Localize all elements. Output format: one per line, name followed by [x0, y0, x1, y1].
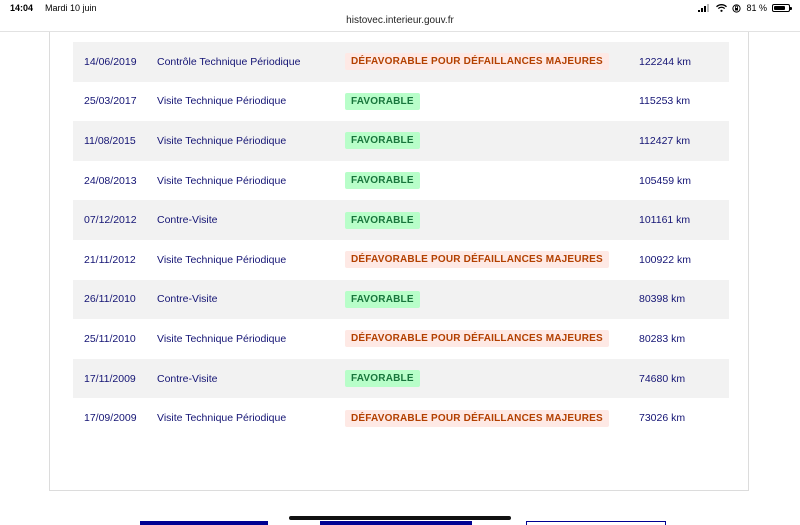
orientation-lock-icon: [732, 4, 741, 13]
result-badge: DÉFAVORABLE POUR DÉFAILLANCES MAJEURES: [345, 330, 609, 347]
inspection-table: [73, 42, 729, 438]
inspection-type: Contre-Visite: [157, 293, 218, 306]
inspection-date: 17/11/2009: [84, 372, 136, 385]
inspection-result-cell: [345, 291, 639, 308]
home-indicator[interactable]: [289, 516, 511, 520]
inspection-type: Visite Technique Périodique: [157, 412, 287, 425]
result-badge: FAVORABLE: [345, 291, 420, 308]
inspection-mileage: 115253 km: [639, 95, 691, 108]
inspection-type: Visite Technique Périodique: [157, 95, 287, 108]
url-text: histovec.interieur.gouv.fr: [346, 15, 454, 26]
inspection-date: 25/03/2017: [84, 95, 137, 108]
status-time: 14:04: [10, 3, 34, 13]
table-row: [73, 359, 729, 399]
result-badge: FAVORABLE: [345, 132, 420, 149]
inspection-history-card: [49, 32, 749, 491]
inspection-result-cell: [345, 370, 639, 387]
inspection-result-cell: [345, 251, 639, 268]
status-date: Mardi 10 juin: [45, 3, 97, 13]
table-row: [73, 121, 729, 161]
inspection-date: 25/11/2010: [84, 332, 136, 345]
inspection-date: 26/11/2010: [84, 293, 136, 306]
inspection-date: 21/11/2012: [84, 253, 136, 266]
inspection-type: Visite Technique Périodique: [157, 332, 287, 345]
result-badge: FAVORABLE: [345, 212, 420, 229]
result-badge: DÉFAVORABLE POUR DÉFAILLANCES MAJEURES: [345, 410, 609, 427]
inspection-type: Contre-Visite: [157, 214, 218, 227]
inspection-type: Contrôle Technique Périodique: [157, 55, 301, 68]
inspection-mileage: 101161 km: [639, 214, 691, 227]
inspection-mileage: 122244 km: [639, 55, 691, 68]
status-right: [698, 3, 790, 13]
inspection-mileage: 73026 km: [639, 412, 686, 425]
inspection-type: Visite Technique Périodique: [157, 134, 287, 147]
inspection-mileage: 74680 km: [639, 372, 686, 385]
result-badge: FAVORABLE: [345, 172, 420, 189]
inspection-mileage: 112427 km: [639, 134, 691, 147]
table-row: [73, 240, 729, 280]
cellular-signal-icon: [698, 4, 711, 12]
inspection-date: 07/12/2012: [84, 214, 137, 227]
inspection-result-cell: [345, 410, 639, 427]
battery-percent: 81 %: [746, 3, 767, 13]
wifi-icon: [716, 4, 727, 12]
inspection-mileage: 100922 km: [639, 253, 691, 266]
battery-fill: [774, 6, 785, 10]
inspection-type: Contre-Visite: [157, 372, 218, 385]
inspection-date: 11/08/2015: [84, 134, 136, 147]
table-row: [73, 161, 729, 201]
inspection-date: 14/06/2019: [84, 55, 137, 68]
inspection-type: Visite Technique Périodique: [157, 174, 287, 187]
table-row: [73, 200, 729, 240]
inspection-result-cell: [345, 132, 639, 149]
inspection-result-cell: [345, 53, 639, 70]
inspection-result-cell: [345, 172, 639, 189]
action-button-3[interactable]: [526, 521, 666, 525]
table-row: [73, 398, 729, 438]
action-button-2[interactable]: [320, 521, 472, 525]
result-badge: DÉFAVORABLE POUR DÉFAILLANCES MAJEURES: [345, 53, 609, 70]
inspection-date: 17/09/2009: [84, 412, 137, 425]
table-row: [73, 42, 729, 82]
url-bar[interactable]: [0, 16, 800, 31]
inspection-result-cell: [345, 330, 639, 347]
inspection-date: 24/08/2013: [84, 174, 137, 187]
result-badge: FAVORABLE: [345, 370, 420, 387]
inspection-result-cell: [345, 93, 639, 110]
inspection-mileage: 105459 km: [639, 174, 691, 187]
inspection-result-cell: [345, 212, 639, 229]
result-badge: FAVORABLE: [345, 93, 420, 110]
status-bar: [0, 0, 800, 16]
inspection-type: Visite Technique Périodique: [157, 253, 287, 266]
table-row: [73, 280, 729, 320]
result-badge: DÉFAVORABLE POUR DÉFAILLANCES MAJEURES: [345, 251, 609, 268]
battery-icon: [772, 4, 790, 12]
inspection-mileage: 80398 km: [639, 293, 686, 306]
action-button-1[interactable]: [140, 521, 268, 525]
table-row: [73, 82, 729, 122]
table-row: [73, 319, 729, 359]
inspection-mileage: 80283 km: [639, 332, 686, 345]
